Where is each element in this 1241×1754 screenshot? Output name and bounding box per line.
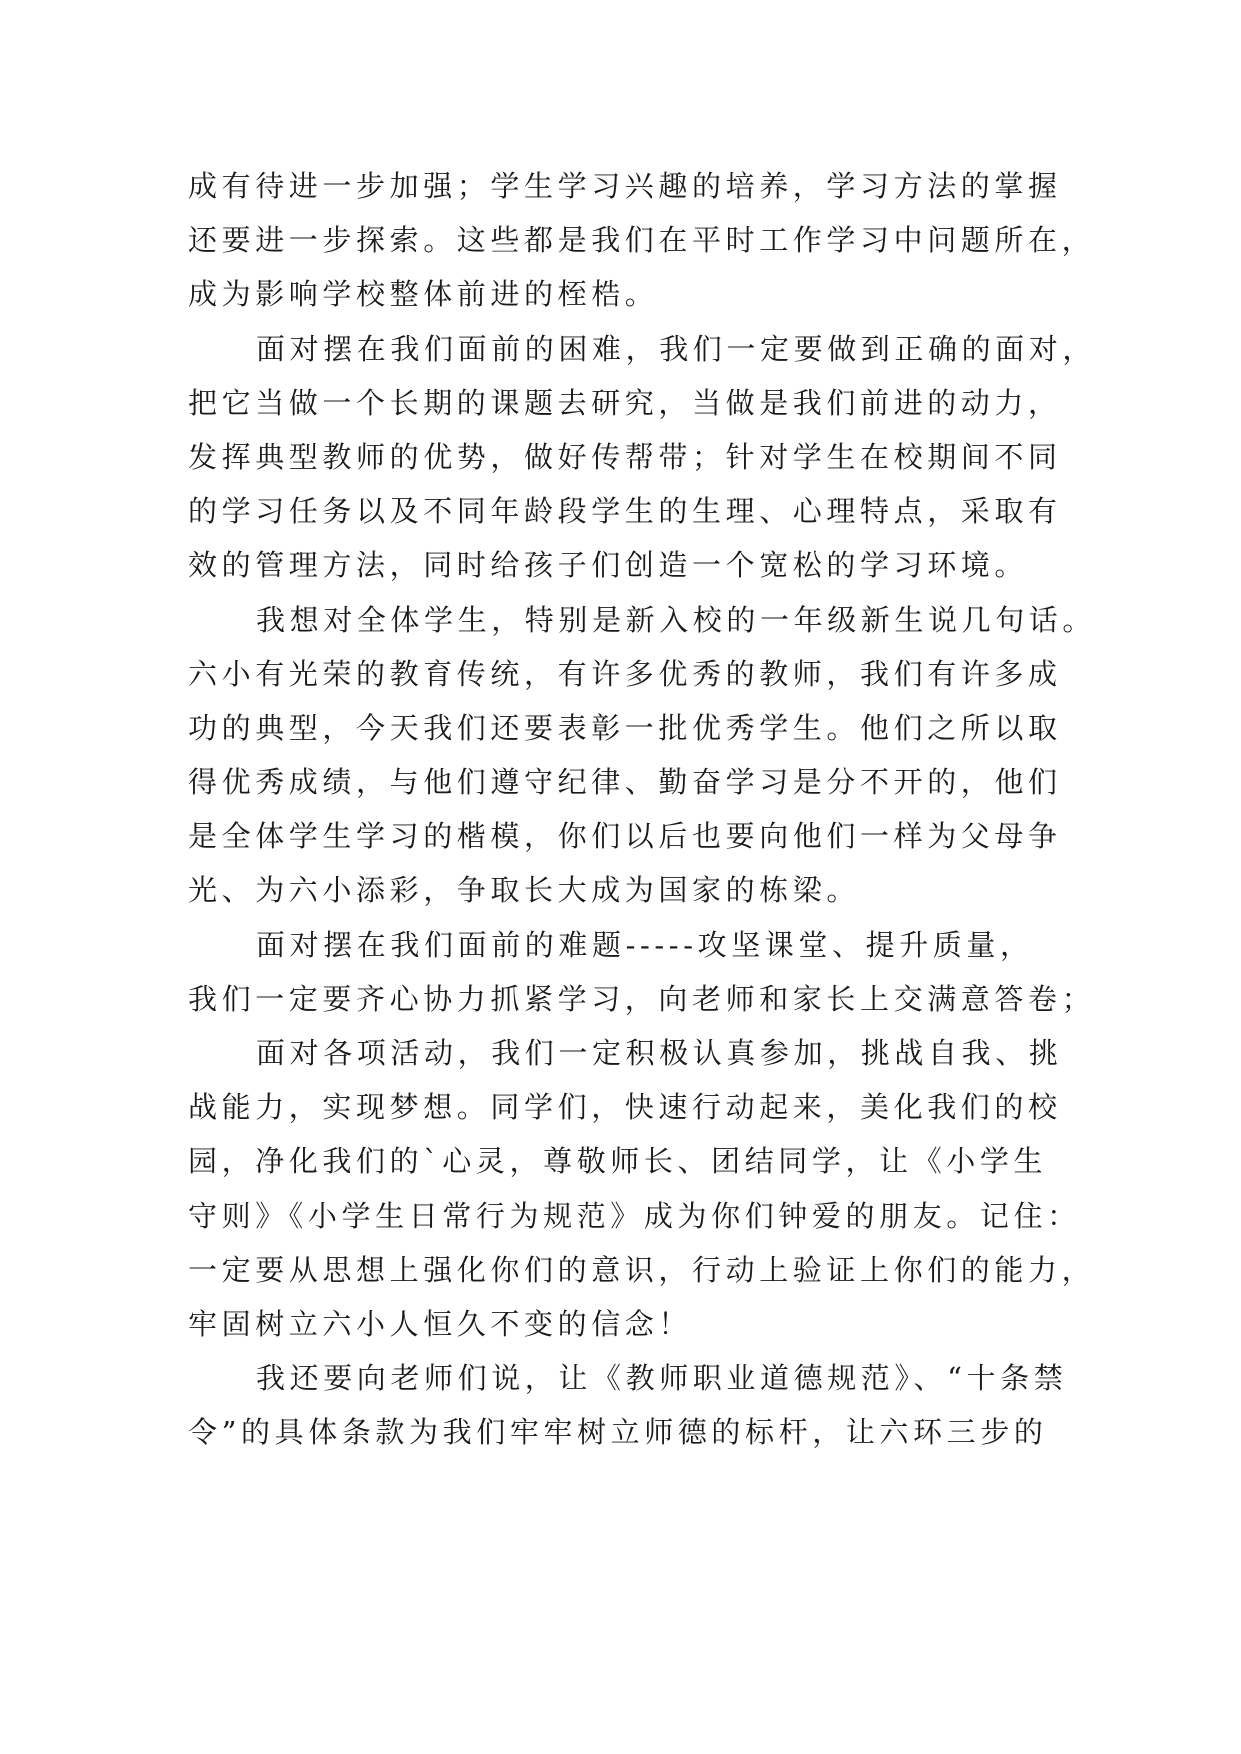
text-line: 面对摆在我们面前的困难，我们一定要做到正确的面对， <box>256 331 1097 366</box>
text-line: 我们一定要齐心协力抓紧学习，向老师和家长上交满意答卷； <box>188 981 1096 1016</box>
text-line: 牢固树立六小人恒久不变的信念！ <box>188 1306 693 1341</box>
text-line: 光、为六小添彩，争取长大成为国家的栋梁。 <box>188 873 861 908</box>
text-line: 效的管理方法，同时给孩子们创造一个宽松的学习环境。 <box>188 548 1029 583</box>
text-line: 面对各项活动，我们一定积极认真参加，挑战自我、挑 <box>256 1036 1063 1070</box>
text-line: 功的典型，今天我们还要表彰一批优秀学生。他们之所以取 <box>188 710 1062 745</box>
text-line: 是全体学生学习的楷模，你们以后也要向他们一样为父母争 <box>188 819 1062 854</box>
text-line: 面对摆在我们面前的难题-----攻坚课堂、提升质量， <box>256 927 1034 962</box>
text-line: 成为影响学校整体前进的桎梏。 <box>188 277 659 312</box>
body-text <box>188 159 1097 1460</box>
text-line: 战能力，实现梦想。同学们，快速行动起来，美化我们的校 <box>188 1090 1062 1125</box>
text-line: 我想对全体学生，特别是新入校的一年级新生说几句话。 <box>256 602 1097 637</box>
text-line: 一定要从思想上强化你们的意识，行动上验证上你们的能力， <box>188 1252 1096 1287</box>
text-line: 我还要向老师们说，让《教师职业道德规范》、“十条禁 <box>256 1361 1068 1396</box>
text-line: 令”的具体条款为我们牢牢树立师德的标杆，让六环三步的 <box>188 1415 1048 1450</box>
text-line: 的学习任务以及不同年龄段学生的生理、心理特点，采取有 <box>188 494 1062 529</box>
text-line: 守则》《小学生日常行为规范》成为你们钟爱的朋友。记住： <box>188 1198 1081 1233</box>
text-line: 还要进一步探索。这些都是我们在平时工作学习中问题所在， <box>188 223 1096 258</box>
text-line: 园，净化我们的`心灵，尊敬师长、团结同学，让《小学生 <box>188 1144 1048 1179</box>
text-line: 成有待进一步加强；学生学习兴趣的培养，学习方法的掌握 <box>188 169 1062 203</box>
text-line: 发挥典型教师的优势，做好传帮带；针对学生在校期间不同 <box>188 439 1062 474</box>
text-line: 得优秀成绩，与他们遵守纪律、勤奋学习是分不开的，他们 <box>188 765 1062 800</box>
text-line: 六小有光荣的教育传统，有许多优秀的教师，我们有许多成 <box>188 656 1062 691</box>
text-line: 把它当做一个长期的课题去研究，当做是我们前进的动力， <box>188 385 1062 420</box>
